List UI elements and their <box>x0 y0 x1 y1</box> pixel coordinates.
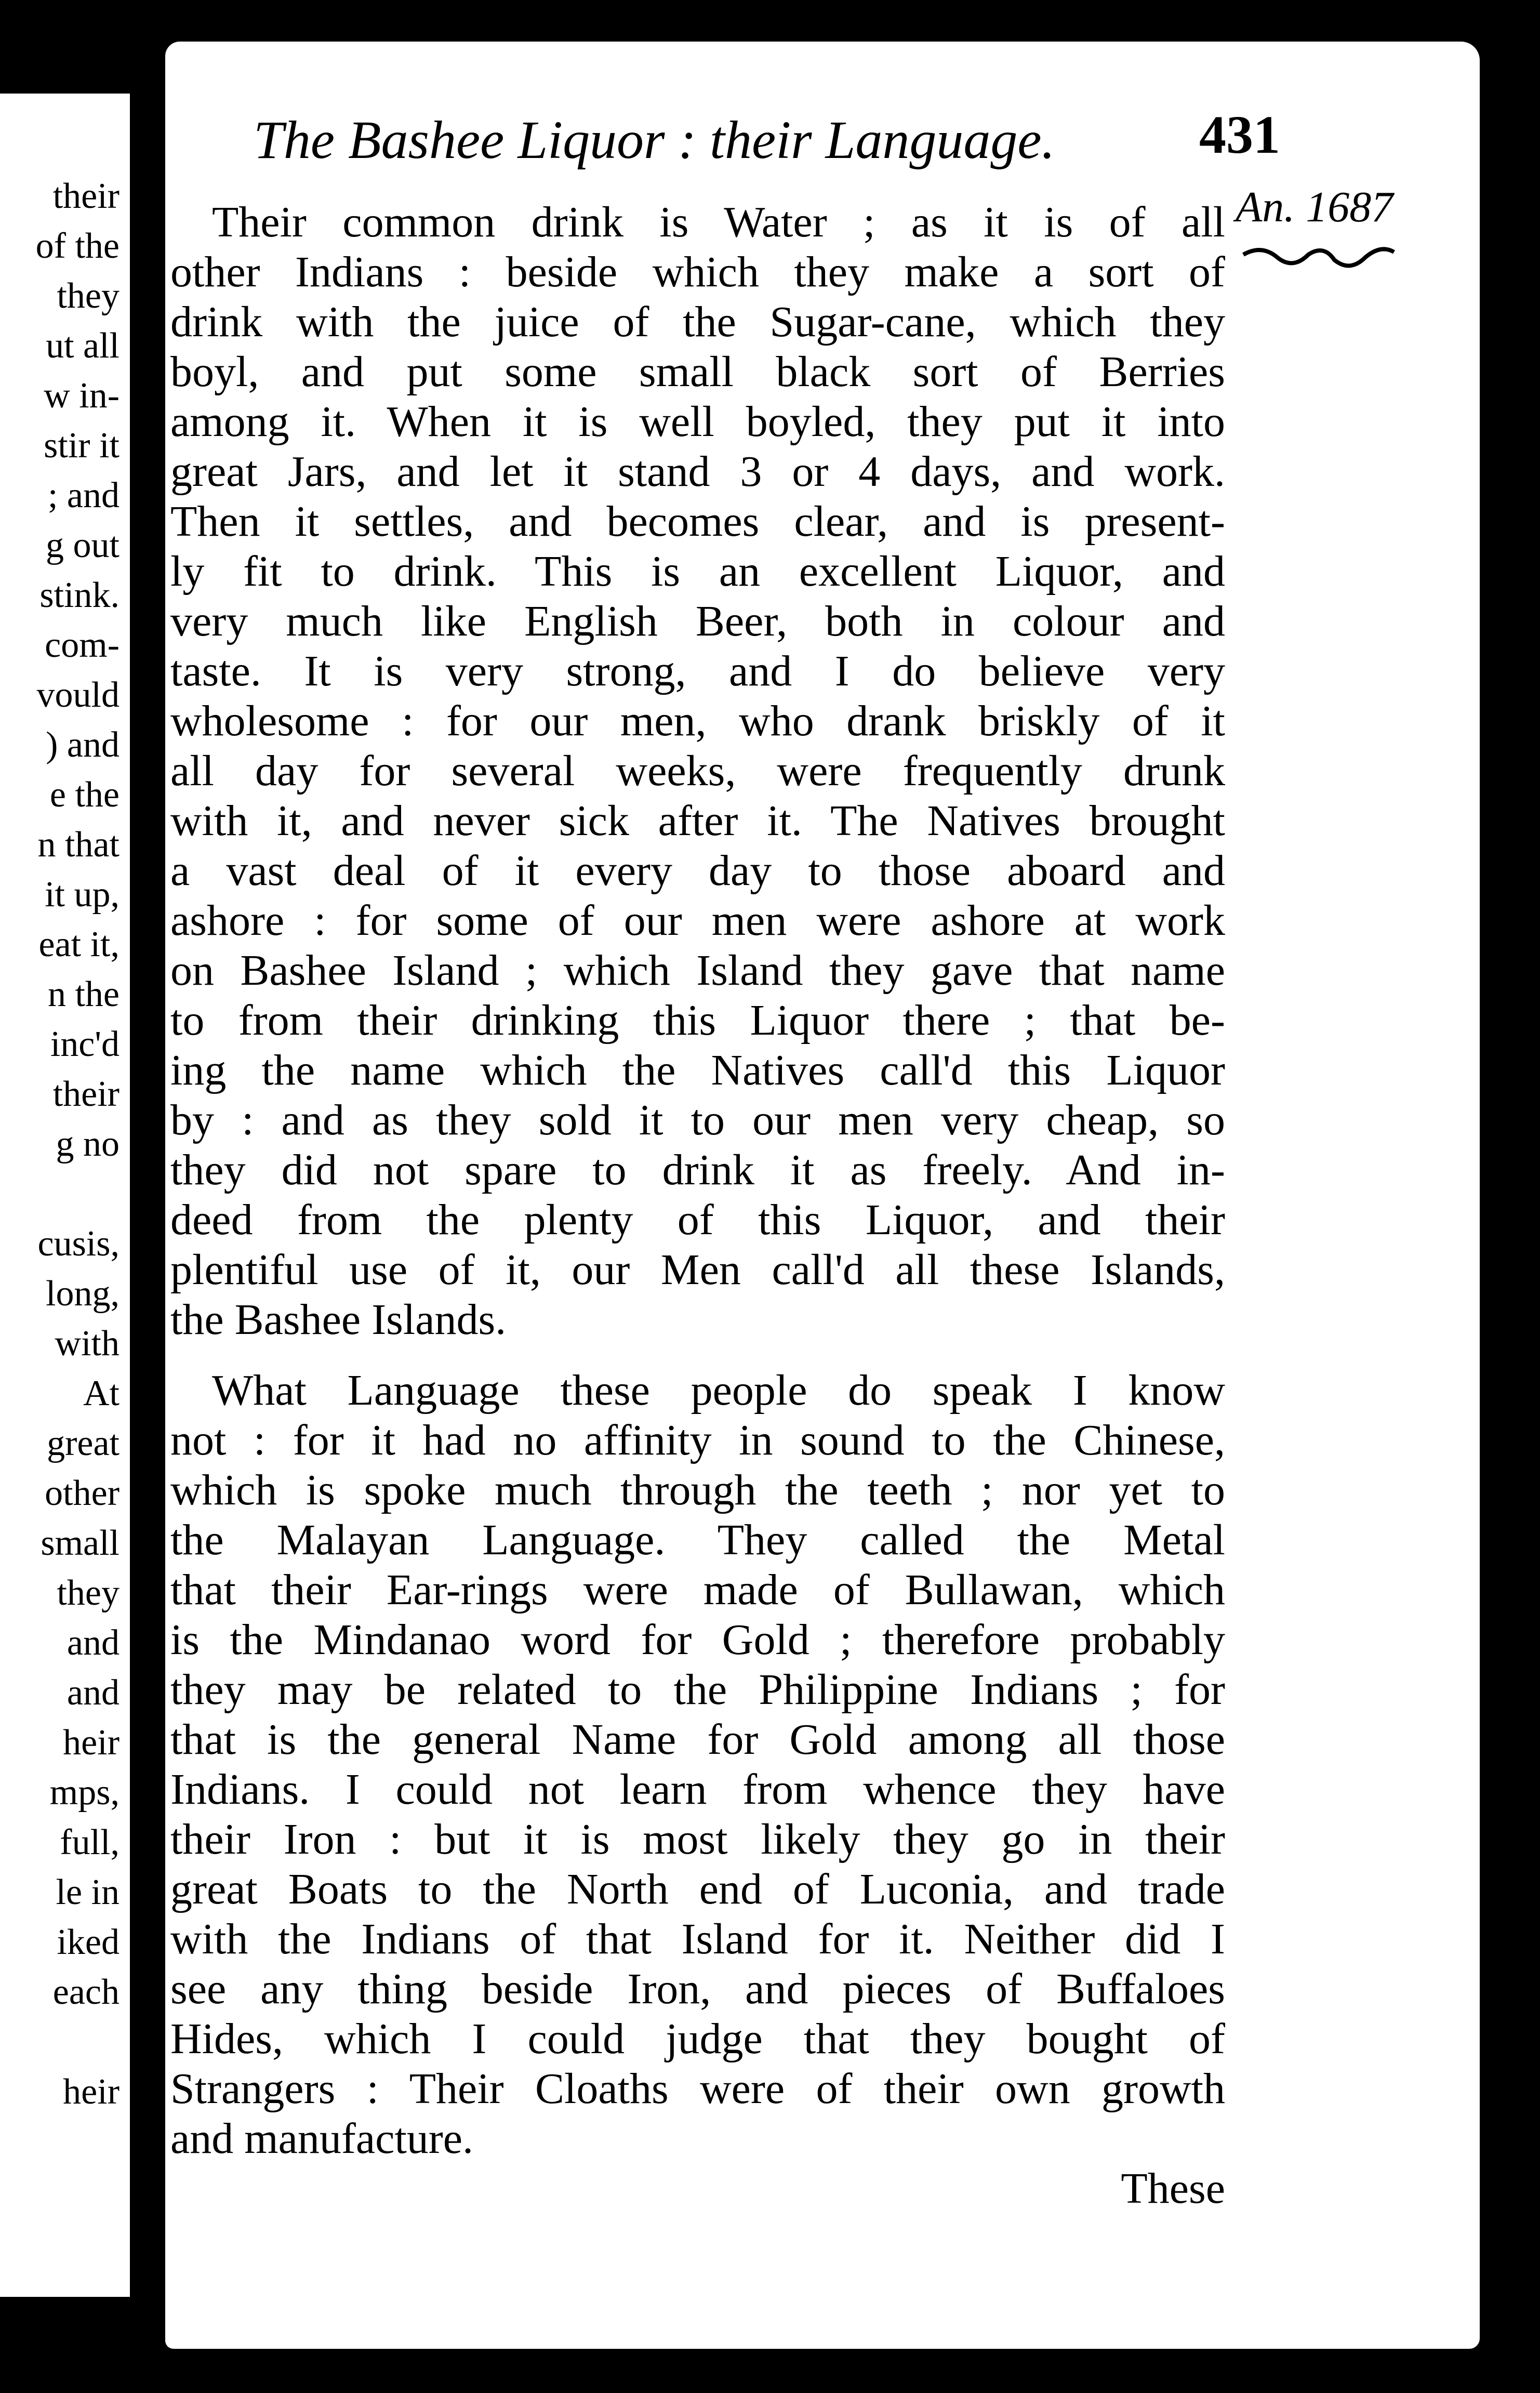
left-page-line: w in- <box>44 376 120 416</box>
left-page-line: ; and <box>47 475 120 515</box>
text-line: the Bashee Islands. <box>170 1295 507 1344</box>
left-page-line: full, <box>60 1822 120 1862</box>
left-page-line: vould <box>36 675 120 715</box>
left-facing-page <box>0 94 139 2297</box>
text-line: great Jars, and let it stand 3 or 4 days, and work. <box>170 447 1225 496</box>
left-page-line <box>36 1169 120 1219</box>
left-page-line: each <box>52 1972 120 2012</box>
paragraph-language <box>170 1366 1225 2164</box>
left-page-line: great <box>47 1423 120 1463</box>
text-line: with the Indians of that Island for it. Neither did I <box>170 1915 1225 1963</box>
left-page-line: with <box>55 1324 120 1364</box>
text-line: very much like English Beer, both in colour and <box>170 597 1225 645</box>
left-page-line: inc'd <box>50 1024 120 1064</box>
text-line: their Iron : but it is most likely they go in their <box>170 1815 1225 1863</box>
text-line: all day for several weeks, were frequently drunk <box>170 747 1225 795</box>
body-text <box>170 197 1225 2214</box>
left-page-line: iked <box>57 1922 120 1962</box>
margin-year-note: An. 1687 <box>1236 183 1393 231</box>
text-line: is the Mindanao word for Gold ; therefore probably <box>170 1616 1225 1664</box>
left-page-line: mps, <box>49 1773 120 1813</box>
page-number: 431 <box>1199 105 1280 165</box>
text-line: ashore : for some of our men were ashore at work <box>170 896 1225 945</box>
left-page-line: le in <box>56 1872 120 1912</box>
book-page <box>165 42 1480 2349</box>
text-line: with it, and never sick after it. The Natives brought <box>170 797 1225 845</box>
text-line: on Bashee Island ; which Island they gave that name <box>170 946 1225 995</box>
left-page-line: their <box>52 176 120 216</box>
text-line: Hides, which I could judge that they bought of <box>170 2015 1225 2063</box>
left-page-line: ut all <box>46 326 120 366</box>
left-page-line: heir <box>63 2072 120 2112</box>
text-line: by : and as they sold it to our men very cheap, so <box>170 1096 1225 1144</box>
text-line: that is the general Name for Gold among all those <box>170 1715 1225 1764</box>
text-line: which is spoke much through the teeth ; nor yet to <box>170 1466 1225 1514</box>
left-page-line: other <box>45 1473 120 1513</box>
text-line: great Boats to the North end of Luconia, and trade <box>170 1865 1225 1913</box>
left-page-line: stir it <box>44 426 120 466</box>
text-line: Their common drink is Water ; as it is of all <box>212 198 1225 246</box>
left-page-line <box>36 2017 120 2067</box>
margin-flourish-icon <box>1241 234 1397 281</box>
text-line: deed from the plenty of this Liquor, and their <box>170 1196 1225 1244</box>
text-line: taste. It is very strong, and I do believe very <box>170 647 1225 695</box>
left-page-line: n that <box>37 825 120 865</box>
left-page-line: eat it, <box>38 924 120 964</box>
text-line: the Malayan Language. They called the Metal <box>170 1516 1225 1564</box>
text-line: Then it settles, and becomes clear, and is present- <box>170 497 1225 546</box>
text-line: Indians. I could not learn from whence they have <box>170 1765 1225 1814</box>
left-page-line: and <box>67 1623 120 1663</box>
catchword: These <box>1121 2164 1225 2213</box>
text-line: a vast deal of it every day to those aboard and <box>170 847 1225 895</box>
running-title: The Bashee Liquor : their Language. <box>254 110 1055 170</box>
left-page-line: small <box>41 1523 120 1563</box>
left-page-line: ) and <box>46 725 120 765</box>
text-line: and manufacture. <box>170 2114 474 2163</box>
text-line: ing the name which the Natives call'd this Liquor <box>170 1046 1225 1094</box>
text-line: ly fit to drink. This is an excellent Liquor, and <box>170 547 1225 596</box>
text-line: not : for it had no affinity in sound to the Chinese, <box>170 1416 1225 1464</box>
left-page-line: At <box>83 1373 120 1413</box>
left-page-line: they <box>57 276 120 316</box>
left-page-line: of the <box>35 226 120 266</box>
left-page-line: it up, <box>45 875 120 915</box>
left-page-line: they <box>57 1573 120 1613</box>
paragraph-bashee-liquor <box>170 197 1225 1345</box>
left-page-line: g no <box>56 1124 120 1164</box>
left-page-line: cusis, <box>37 1224 120 1264</box>
left-page-line: g out <box>46 525 120 565</box>
text-line: drink with the juice of the Sugar-cane, which they <box>170 298 1225 346</box>
text-line: see any thing beside Iron, and pieces of Buffaloes <box>170 1965 1225 2013</box>
left-page-line: e the <box>49 775 120 815</box>
left-page-line: their <box>52 1074 120 1114</box>
text-line: they may be related to the Philippine Indians ; for <box>170 1665 1225 1714</box>
left-page-text-fragments <box>36 171 120 2117</box>
left-page-line: stink. <box>39 575 120 615</box>
text-line: other Indians : beside which they make a sort of <box>170 248 1225 296</box>
text-line: Strangers : Their Cloaths were of their own growth <box>170 2065 1225 2113</box>
text-line: to from their drinking this Liquor there ; that be- <box>170 996 1225 1045</box>
left-page-line: and <box>67 1673 120 1713</box>
text-line: boyl, and put some small black sort of Berries <box>170 348 1225 396</box>
left-page-line: com- <box>45 625 120 665</box>
text-line: among it. When it is well boyled, they put it into <box>170 398 1225 446</box>
text-line: they did not spare to drink it as freely. And in- <box>170 1146 1225 1194</box>
text-line: wholesome : for our men, who drank briskly of it <box>170 697 1225 745</box>
left-page-line: long, <box>46 1274 120 1314</box>
text-line: that their Ear-rings were made of Bullawan, which <box>170 1566 1225 1614</box>
text-line: plentiful use of it, our Men call'd all these Islands, <box>170 1246 1225 1294</box>
text-line: What Language these people do speak I know <box>212 1366 1225 1414</box>
left-page-line: heir <box>63 1723 120 1763</box>
left-page-line: n the <box>47 974 120 1014</box>
